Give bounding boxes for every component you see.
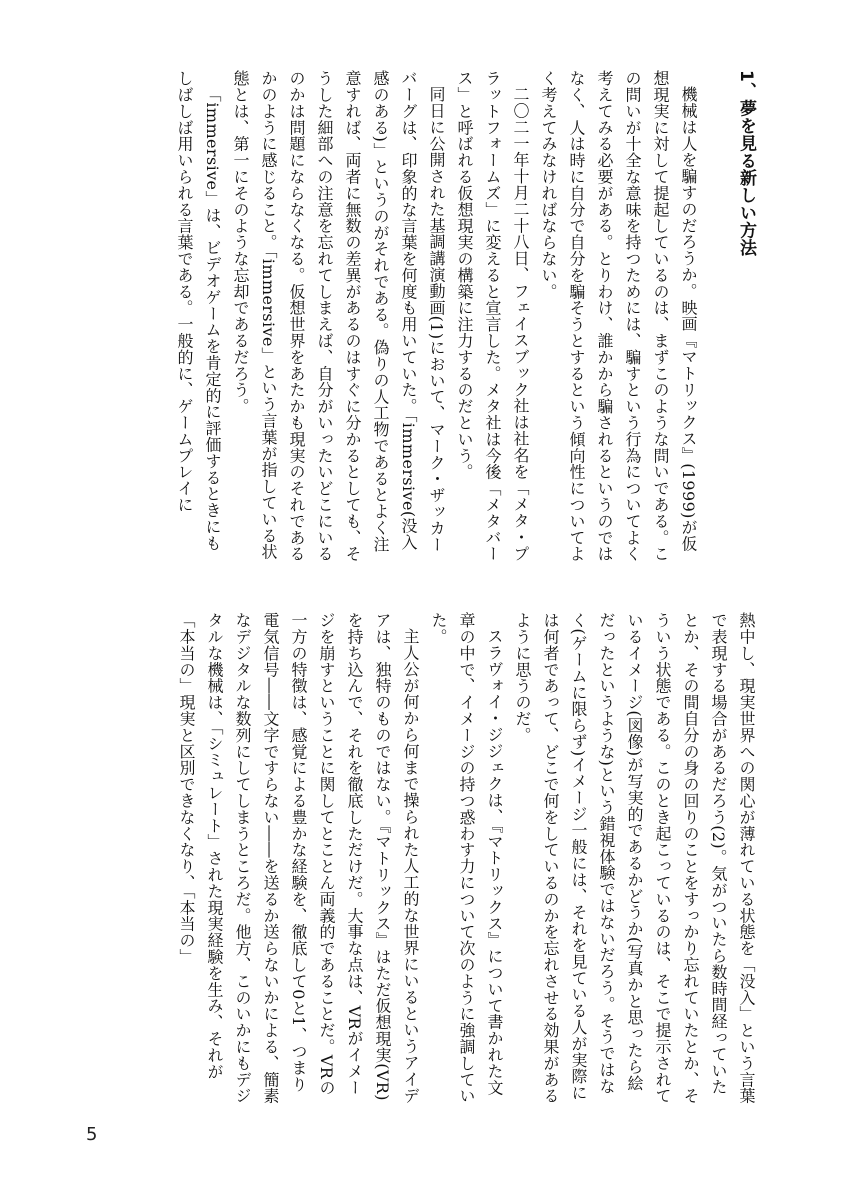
paragraph-immersive-keynote: 同日に公開された基調講演動画(1)において、マーク・ザッカーバーグは、印象的な言葉を何度も用いていた。「immersive(没入感のある)」というのがそれである。偽りの人工物であるとよく注意すれば、両者に無数の差異があるのはすぐに分かるとしても、そうした細部への注意を忘れてしまえば、自分がいったいどこにいるのかは問題にならなくなる。仮想世界をあたかも現実のそれであるかのように感じること。「immersive」という言葉が指している状態とは、第一にそのような忘却であるだろう。 — [231, 70, 446, 562]
paragraph-matrix-question: 機械は人を騙すのだろうか。映画『マトリックス』(1999)が仮想現実に対して提起しているのは、まずこのような問いである。この問いが十全な意味を持つためには、騙すという行為についてよく考えてみる必要がある。とりわけ、誰かから騙されるというのではなく、人は時に自分で自分を騙そうとするという傾向性についてよく考えてみなければならない。 — [539, 70, 698, 562]
paragraph-zizek-intro: スラヴォイ・ジジェクは、『マトリックス』について書かれた文章の中で、イメージの持つ惑わす力について次のように強調していた。 — [429, 612, 504, 1104]
lower-text-block — [70, 612, 760, 1104]
upper-text-block — [170, 70, 760, 562]
section-heading: 1、夢を見る新しい方法 — [736, 70, 756, 257]
paragraph-immersive-games: 「immersive」は、ビデオゲームを肯定的に評価するときにもしばしば用いられる言葉である。一般的に、ゲームプレイに — [175, 70, 222, 552]
page-number: 5 — [86, 1124, 98, 1145]
paragraph-immersion-continued: 熱中し、現実世界への関心が薄れている状態を「没入」という言葉で表現する場合があるだろう(2)。気がついたら数時間経っていたとか、その間自分の身の回りのことをすっかり忘れていたとか、そういう状態である。このとき起こっているのは、そこで提示されているイメージ(図像)が写実的であるかどうか(写真かと思ったら絵だったというような)という錯視体験ではないだろう。そうではなく(ゲームに限らず)イメージ一般には、それを見ている人が実際には何者であって、どこで何をしているのかを忘れさせる効果があるように思うのだ。 — [513, 612, 756, 1104]
paragraph-meta-announcement: 二〇二一年十月二十八日、フェイスブック社は社名を「メタ・プラットフォームズ」に変えると宣言した。メタ社は今後「メタバース」と呼ばれる仮想現実の構築に注力するのだという。 — [455, 70, 530, 562]
paragraph-zizek-quote: 主人公が何から何まで操られた人工的な世界にいるというアイデアは、独特のものではない。『マトリックス』はただ仮想現実(VR)を持ち込んで、それを徹底しただけだ。大事な点は、VRがイメージを崩すということに関してとことん両義的であることだ。VRの一方の特徴は、感覚による豊かな経験を、徹底して0と1、つまり電気信号――文字ですらない――を送るか送らないかによる、簡素なデジタルな数列にしてしまうところだ。他方、このいかにもデジタルな機械は、「シミュレート」された現実経験を生み、それが「本当の」現実と区別できなくなり、「本当の」 — [177, 612, 420, 1104]
